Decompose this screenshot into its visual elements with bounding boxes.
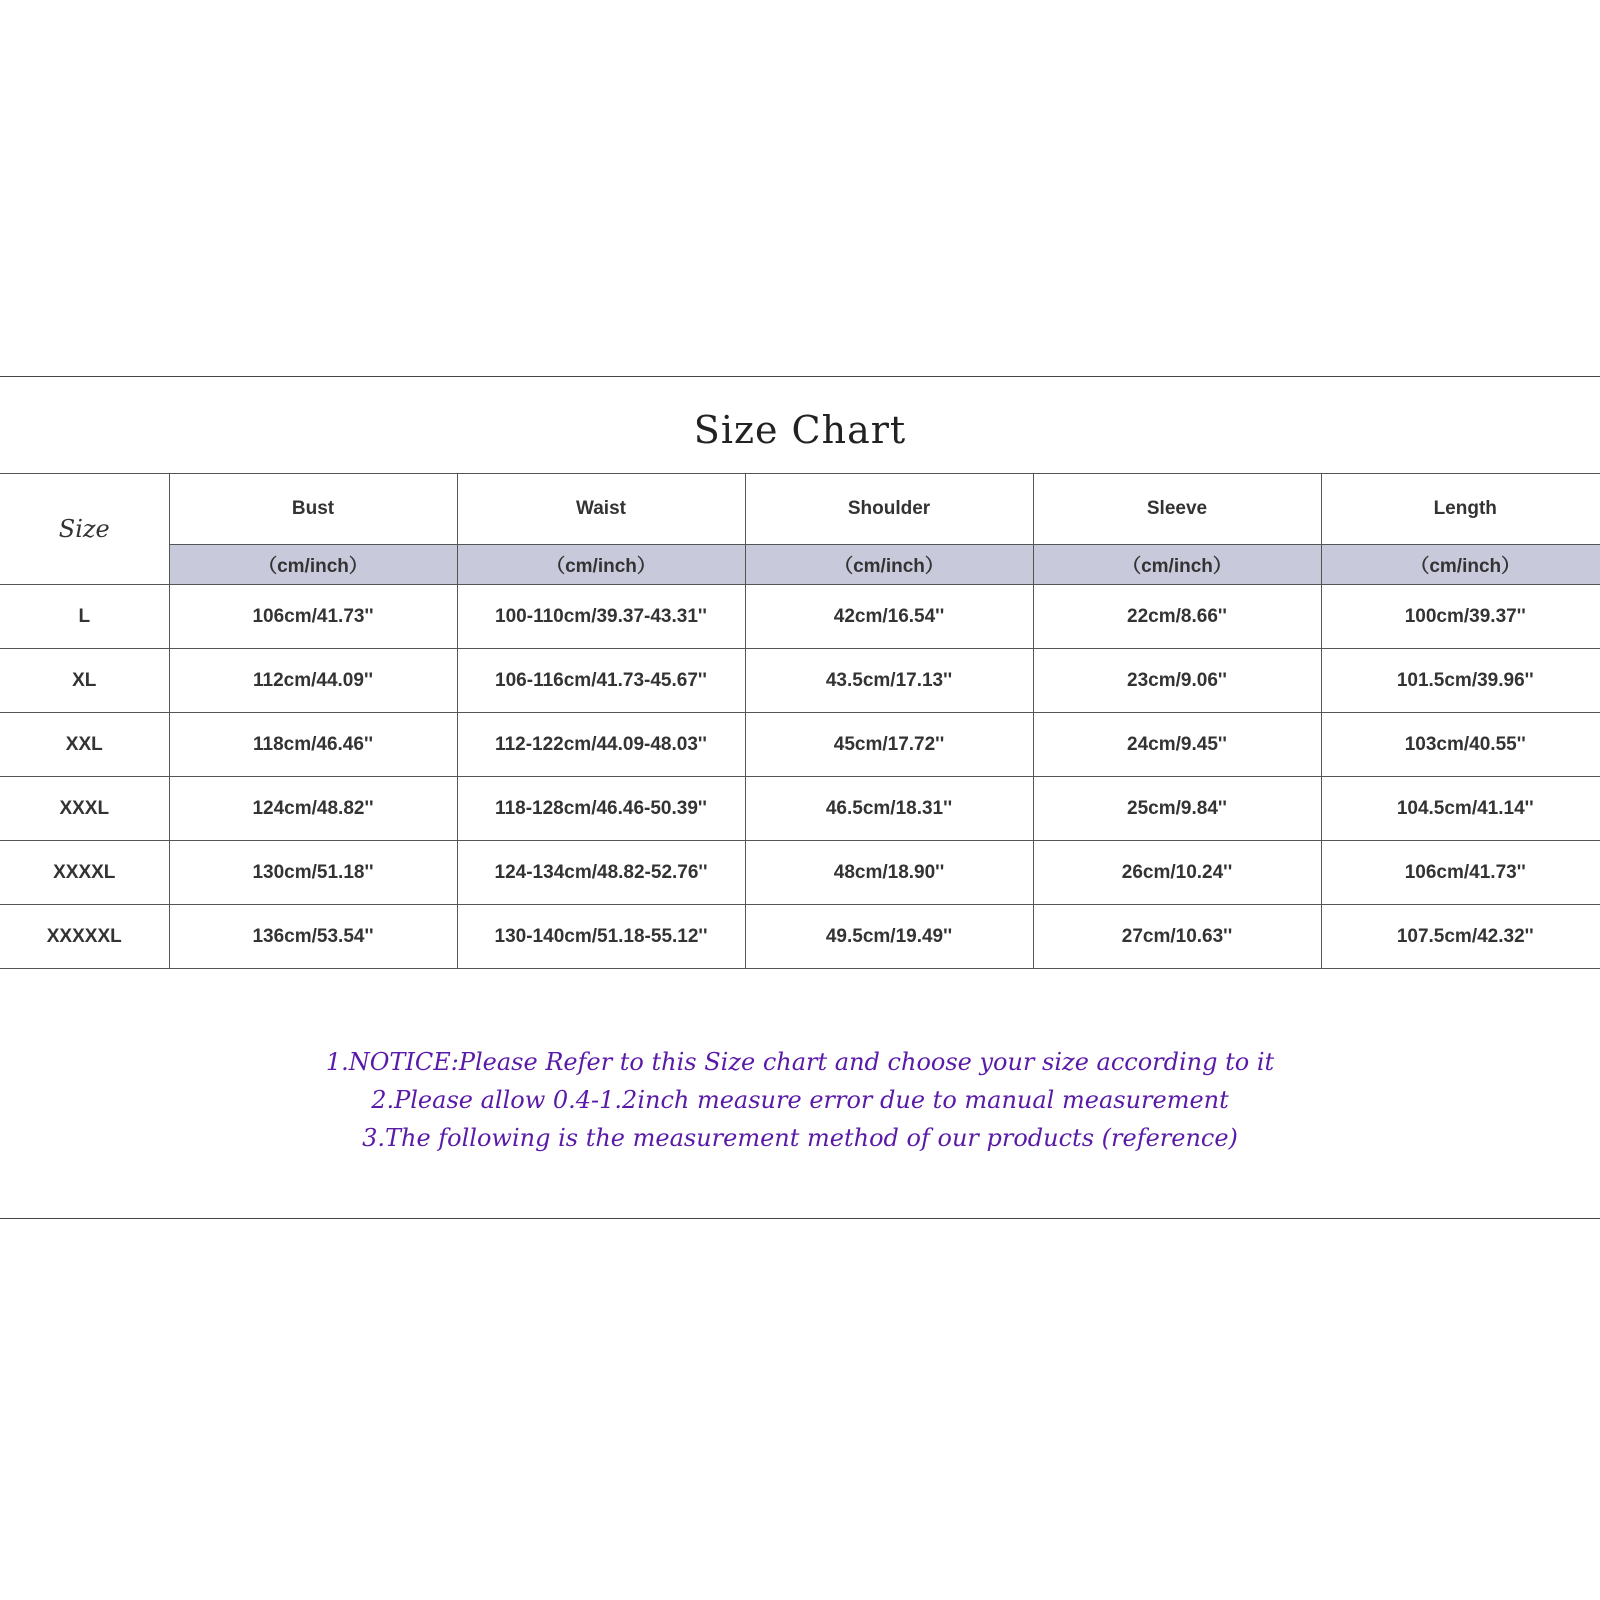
bust-value: 124cm/48.82'' — [169, 777, 457, 841]
size-label: XXL — [0, 713, 169, 777]
bust-value: 118cm/46.46'' — [169, 713, 457, 777]
size-column-header: Size — [0, 474, 169, 585]
waist-value: 130-140cm/51.18-55.12'' — [457, 905, 745, 969]
bust-value: 112cm/44.09'' — [169, 649, 457, 713]
size-label: L — [0, 585, 169, 649]
shoulder-value: 45cm/17.72'' — [745, 713, 1033, 777]
column-header-waist: Waist — [457, 474, 745, 545]
unit-label: （cm/inch） — [745, 545, 1033, 585]
size-label: XXXXL — [0, 841, 169, 905]
bust-value: 130cm/51.18'' — [169, 841, 457, 905]
notes-block — [0, 1043, 1600, 1157]
waist-value: 118-128cm/46.46-50.39'' — [457, 777, 745, 841]
sleeve-value: 24cm/9.45'' — [1033, 713, 1321, 777]
table-row — [0, 905, 1600, 969]
unit-label: （cm/inch） — [457, 545, 745, 585]
sleeve-value: 26cm/10.24'' — [1033, 841, 1321, 905]
sleeve-value: 23cm/9.06'' — [1033, 649, 1321, 713]
shoulder-value: 49.5cm/19.49'' — [745, 905, 1033, 969]
length-value: 104.5cm/41.14'' — [1321, 777, 1600, 841]
size-label: XL — [0, 649, 169, 713]
sleeve-value: 25cm/9.84'' — [1033, 777, 1321, 841]
shoulder-value: 42cm/16.54'' — [745, 585, 1033, 649]
table-row — [0, 841, 1600, 905]
waist-value: 100-110cm/39.37-43.31'' — [457, 585, 745, 649]
note-line: 1.NOTICE:Please Refer to this Size chart and choose your size according to it — [325, 1048, 1275, 1076]
column-header-bust: Bust — [169, 474, 457, 545]
note-line: 3.The following is the measurement method of our products (reference) — [362, 1124, 1238, 1152]
table-row — [0, 649, 1600, 713]
sleeve-value: 27cm/10.63'' — [1033, 905, 1321, 969]
bottom-divider — [0, 1218, 1600, 1219]
unit-row — [0, 545, 1600, 585]
unit-label: （cm/inch） — [1321, 545, 1600, 585]
size-label: XXXL — [0, 777, 169, 841]
length-value: 107.5cm/42.32'' — [1321, 905, 1600, 969]
shoulder-value: 48cm/18.90'' — [745, 841, 1033, 905]
length-value: 106cm/41.73'' — [1321, 841, 1600, 905]
length-value: 100cm/39.37'' — [1321, 585, 1600, 649]
waist-value: 124-134cm/48.82-52.76'' — [457, 841, 745, 905]
table-row — [0, 777, 1600, 841]
column-header-shoulder: Shoulder — [745, 474, 1033, 545]
unit-label: （cm/inch） — [1033, 545, 1321, 585]
length-value: 101.5cm/39.96'' — [1321, 649, 1600, 713]
bust-value: 136cm/53.54'' — [169, 905, 457, 969]
column-header-sleeve: Sleeve — [1033, 474, 1321, 545]
length-value: 103cm/40.55'' — [1321, 713, 1600, 777]
shoulder-value: 46.5cm/18.31'' — [745, 777, 1033, 841]
header-row — [0, 474, 1600, 545]
table-row — [0, 585, 1600, 649]
top-divider — [0, 376, 1600, 377]
waist-value: 106-116cm/41.73-45.67'' — [457, 649, 745, 713]
size-label: XXXXXL — [0, 905, 169, 969]
waist-value: 112-122cm/44.09-48.03'' — [457, 713, 745, 777]
page-title: Size Chart — [693, 408, 907, 452]
size-chart-table — [0, 473, 1600, 969]
unit-label: （cm/inch） — [169, 545, 457, 585]
table-row — [0, 713, 1600, 777]
note-line: 2.Please allow 0.4-1.2inch measure error due to manual measurement — [371, 1086, 1229, 1114]
sleeve-value: 22cm/8.66'' — [1033, 585, 1321, 649]
bust-value: 106cm/41.73'' — [169, 585, 457, 649]
shoulder-value: 43.5cm/17.13'' — [745, 649, 1033, 713]
column-header-length: Length — [1321, 474, 1600, 545]
